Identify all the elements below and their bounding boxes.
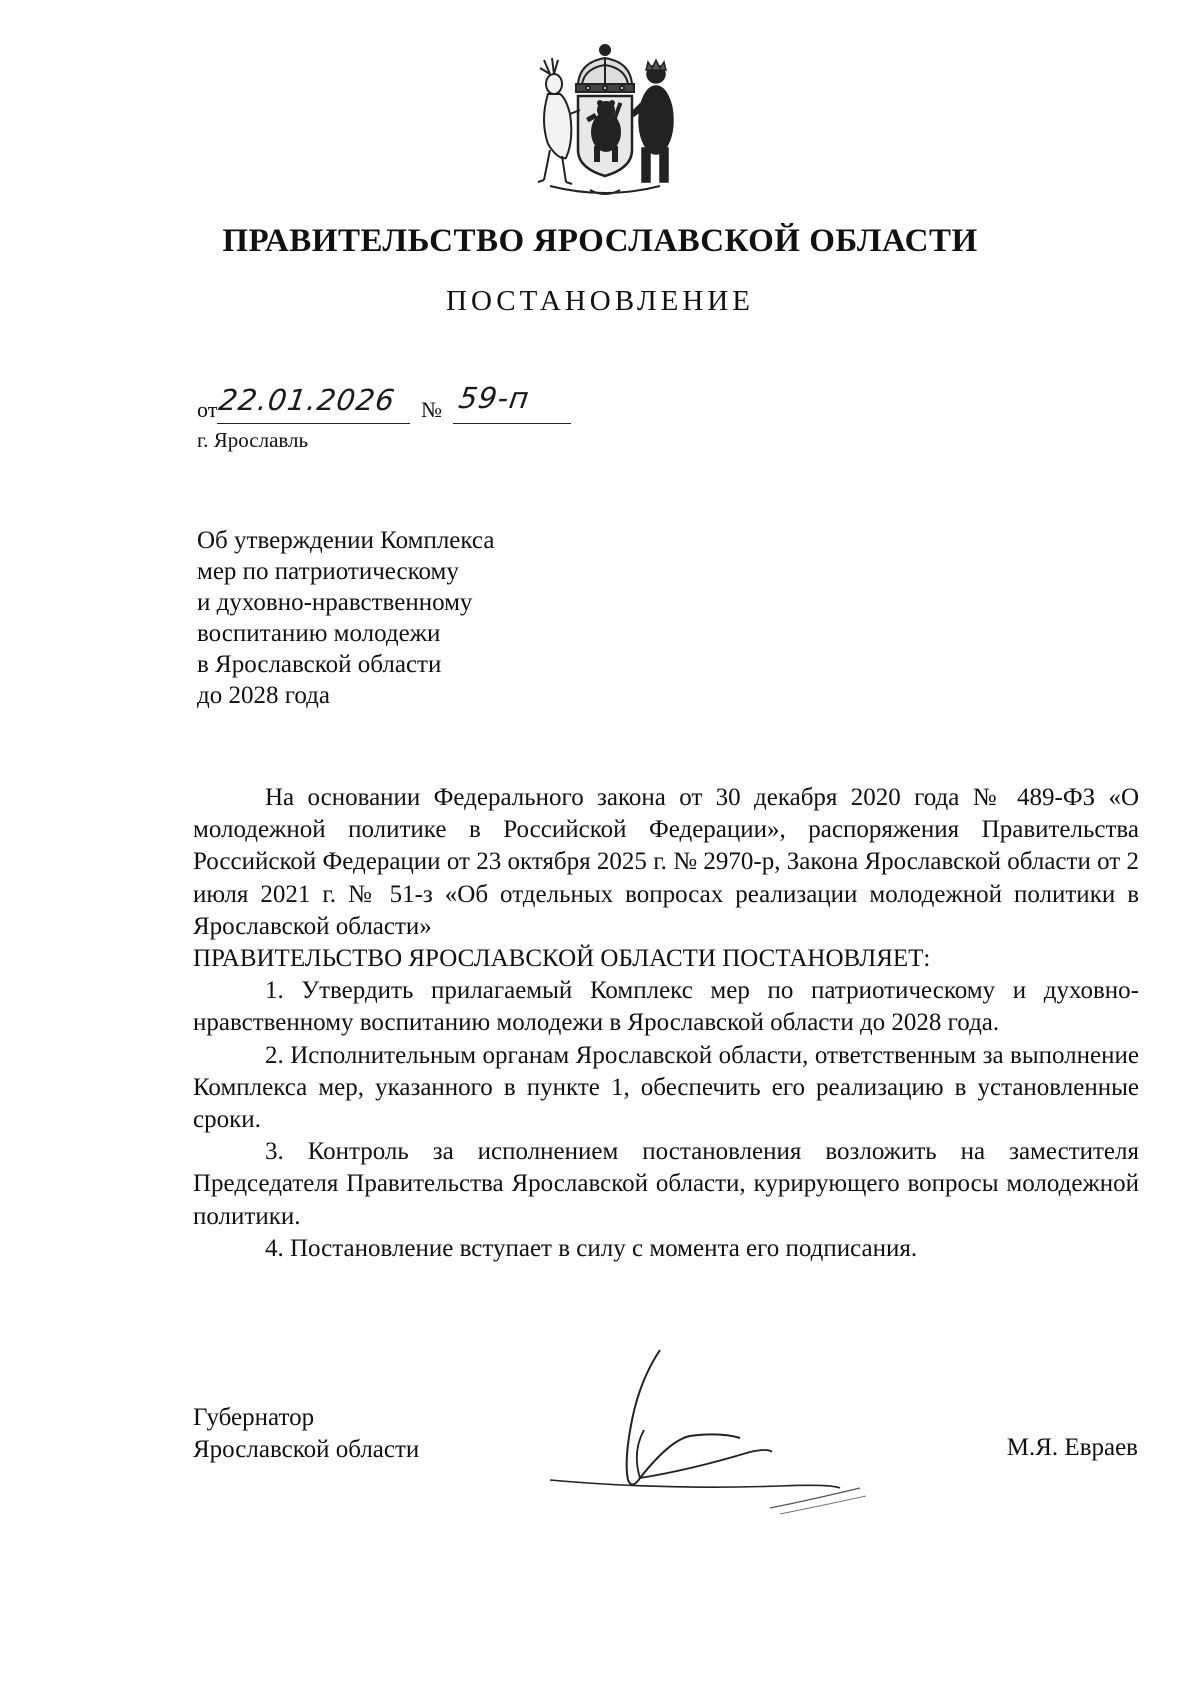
resolution-item: 3. Контроль за исполнением постановления возложить на заместителя Председателя Правительства Ярославской области, курирующего вопросы молодежной политики. [193,1138,1139,1230]
position-line: Губернатор [193,1404,315,1431]
document-subject [197,525,617,711]
resolution-item: 2. Исполнительным органам Ярославской области, ответственным за выполнение Комплекса мер, указанного в пункте 1, обеспечить его реализацию в установленные сроки. [193,1041,1139,1134]
signatory-name: М.Я. Евраев [1006,1434,1138,1461]
date-underline [217,423,410,424]
document-body [193,782,1139,1265]
number-sign: № [421,397,442,422]
subject-line: в Ярославской области [197,651,442,678]
resolution-heading: ПРАВИТЕЛЬСТВО ЯРОСЛАВСКОЙ ОБЛАСТИ ПОСТАНОВЛЯЕТ: [193,945,931,973]
preamble: На основании Федерального закона от 30 декабря 2020 года № 489-ФЗ «О молодежной политике в Российской Федерации», распоряжения Правительства Российской Федерации от 23 октября 2025 г. № 2970-р, Закона Ярославской области от 2 июля 2021 г. № 51-з «Об отдельных вопросах реализации молодежной политики в Ярославской области» [193,784,1139,940]
signatory-position [193,1402,419,1466]
document-number: 59-п [456,381,532,415]
coat-of-arms-icon [530,40,680,200]
number-underline [453,423,571,424]
government-title: ПРАВИТЕЛЬСТВО ЯРОСЛАВСКОЙ ОБЛАСТИ [222,223,978,259]
resolution-item: 4. Постановление вступает в силу с момента его подписания. [265,1234,918,1262]
subject-line: мер по патриотическому [197,558,459,585]
subject-line: воспитанию молодежи [197,620,441,647]
position-line: Ярославской области [193,1436,420,1463]
subject-line: Об утверждении Комплекса [197,527,495,554]
document-date: 22.01.2026 [216,383,398,417]
signature-icon [540,1340,920,1520]
city: г. Ярославль [197,428,309,452]
subject-line: и духовно-нравственному [197,589,473,616]
document-reference [197,381,577,425]
document-type: ПОСТАНОВЛЕНИЕ [446,285,754,317]
resolution-item: 1. Утвердить прилагаемый Комплекс мер по патриотическому и духовно-нравственному воспитанию молодежи в Ярославской области до 2028 года. [193,977,1139,1037]
subject-line: до 2028 года [197,682,330,709]
date-prefix: от [197,397,218,422]
